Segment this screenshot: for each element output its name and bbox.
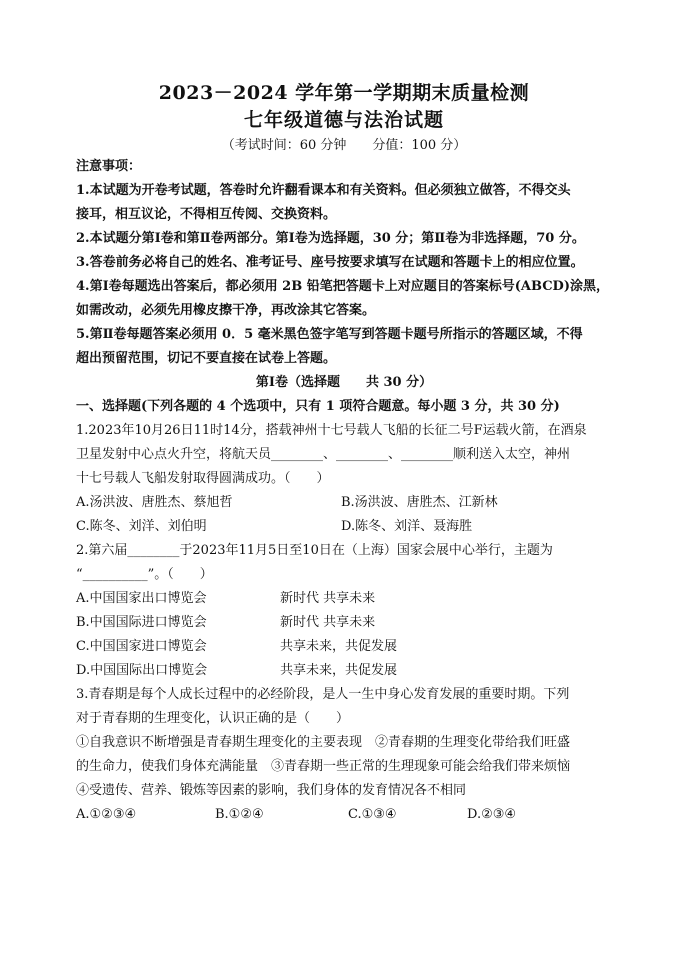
notice-line: 5.第Ⅱ卷每题答案必须用 0．5 毫米黑色签字笔写到答题卡题号所指示的答题区域，不得: [76, 327, 583, 342]
question-2-line: “__________”。（ ）: [76, 567, 213, 582]
section-title: 第Ⅰ卷（选择题 共 30 分）: [255, 375, 433, 390]
question-2-option-d-theme: 共享未来，共促发展: [280, 663, 398, 678]
question-3-line: ④受遗传、营养、锻炼等因素的影响，我们身体的发育情况各不相同: [76, 783, 467, 798]
question-3-option-a: A.①②③④: [76, 807, 137, 822]
notice-line: 2.本试题分第Ⅰ卷和第Ⅱ卷两部分。第Ⅰ卷为选择题，30 分；第Ⅱ卷为非选择题，70 分。: [76, 231, 585, 246]
question-1-line: 卫星发射中心点火升空，将航天员________、________、________顺利送入太空，神州: [76, 447, 571, 462]
exam-info: （考试时间：60 分钟 分值：100 分）: [221, 138, 467, 153]
notice-line: 1.本试题为开卷考试题，答卷时允许翻看课本和有关资料。但必须独立做答，不得交头: [76, 183, 571, 198]
question-1-option-a: A.汤洪波、唐胜杰、蔡旭哲: [76, 495, 233, 510]
question-1-option-d: D.陈冬、刘洋、聂海胜: [341, 519, 473, 534]
question-3-line: 的生命力，使我们身体充满能量 ③青春期一些正常的生理现象可能会给我们带来烦恼: [76, 759, 571, 774]
notice-line: 超出预留范围，切记不要直接在试卷上答题。: [76, 351, 337, 366]
question-2-option-c: C.中国国家进口博览会: [76, 639, 207, 654]
question-1-option-b: B.汤洪波、唐胜杰、江新林: [341, 495, 498, 510]
section-instruction: 一、选择题(下列各题的 4 个选项中，只有 1 项符合题意。每小题 3 分，共 30 分): [76, 399, 560, 414]
question-1-line: 1.2023年10月26日11时14分，搭载神州十七号载人飞船的长征二号F运载火箭，在酒泉: [76, 423, 587, 438]
notice-heading: 注意事项：: [76, 159, 142, 174]
question-3-option-b: B.①②④: [215, 807, 264, 822]
question-3-line: 3.青春期是每个人成长过程中的必经阶段，是人一生中身心发育发展的重要时期。下列: [76, 687, 570, 702]
question-2-option-b: B.中国国际进口博览会: [76, 615, 207, 630]
question-1-line: 十七号载人飞船发射取得圆满成功。（ ）: [76, 471, 330, 486]
notice-line: 如需改动，必须先用橡皮擦干净，再改涂其它答案。: [76, 303, 376, 318]
question-1-option-c: C.陈冬、刘洋、刘伯明: [76, 519, 207, 534]
question-2-line: 2.第六届________于2023年11月5日至10日在（上海）国家会展中心举行，主题为: [76, 543, 553, 558]
question-2-option-b-theme: 新时代 共享未来: [280, 615, 376, 630]
question-3-option-c: C.①③④: [348, 807, 397, 822]
notice-line: 3.答卷前务必将自己的姓名、准考证号、座号按要求填写在试题和答题卡上的相应位置。: [76, 255, 584, 270]
question-3-line: ①自我意识不断增强是青春期生理变化的主要表现 ②青春期的生理变化带给我们旺盛: [76, 735, 571, 750]
notice-line: 接耳，相互议论，不得相互传阅、交换资料。: [76, 207, 337, 222]
question-2-option-a-theme: 新时代 共享未来: [280, 591, 376, 606]
question-2-option-d: D.中国国际出口博览会: [76, 663, 208, 678]
exam-subtitle: 七年级道德与法治试题: [243, 109, 444, 131]
question-3-option-d: D.②③④: [467, 807, 517, 822]
question-2-option-c-theme: 共享未来，共促发展: [280, 639, 398, 654]
question-3-line: 对于青春期的生理变化，认识正确的是（ ）: [76, 711, 350, 726]
question-2-option-a: A.中国国家出口博览会: [76, 591, 207, 606]
exam-title: 2023－2024 学年第一学期期末质量检测: [158, 82, 530, 104]
notice-line: 4.第Ⅰ卷每题选出答案后，都必须用 2B 铅笔把答题卡上对应题目的答案标号(ABCD)涂黑，: [76, 279, 609, 294]
